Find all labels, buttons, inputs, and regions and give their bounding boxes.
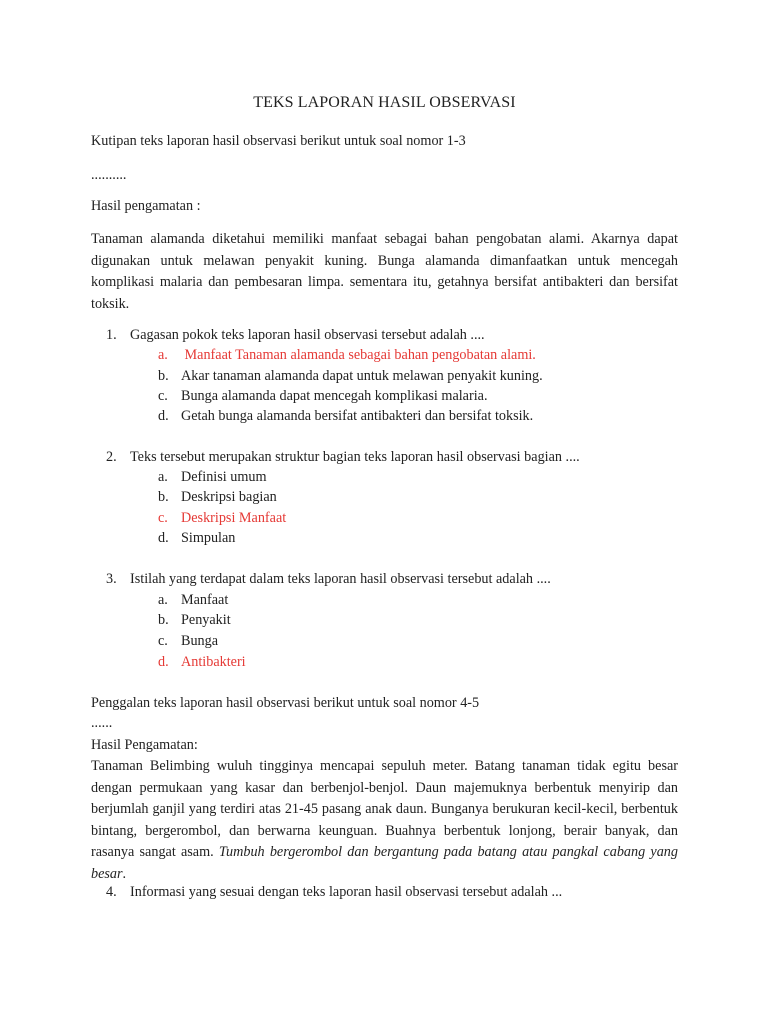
option-letter: b. <box>158 368 169 384</box>
question-number: 2. <box>106 449 117 465</box>
question-3 <box>106 571 551 588</box>
page-title: TEKS LAPORAN HASIL OBSERVASI <box>253 94 516 111</box>
question-2-option-d <box>158 530 235 547</box>
passage-2 <box>91 756 678 886</box>
question-2-option-b <box>158 489 277 506</box>
intro-text-2: Penggalan teks laporan hasil observasi berikut untuk soal nomor 4-5 <box>91 695 480 711</box>
question-1-option-c <box>158 388 488 405</box>
question-number: 1. <box>106 327 117 343</box>
question-1-option-b <box>158 368 543 385</box>
option-text: Antibakteri <box>181 654 246 670</box>
ellipsis-2: ...... <box>91 715 113 731</box>
question-number: 3. <box>106 571 117 587</box>
option-letter: a. <box>158 469 168 485</box>
option-text: Manfaat <box>181 592 229 608</box>
question-1-option-d <box>158 408 533 425</box>
option-letter: b. <box>158 489 169 505</box>
option-letter: c. <box>158 510 168 526</box>
option-text: Getah bunga alamanda bersifat antibakteri dan bersifat toksik. <box>181 408 534 424</box>
question-2 <box>106 449 580 466</box>
question-1 <box>106 327 485 344</box>
option-letter: d. <box>158 530 169 546</box>
question-1-option-a <box>158 347 536 364</box>
question-3-option-a <box>158 592 228 609</box>
passage-1: Tanaman alamanda diketahui memiliki manfaat sebagai bahan pengobatan alami. Akarnya dapat digunakan untuk melawan penyakit kuning. Bunga alamanda dimanfaatkan untuk mencegah komplikasi malaria dan pembesaran limpa. sementara itu, getahnya bersifat antibakteri dan bersifat toksik. <box>91 231 678 312</box>
passage-2-italic: Tumbuh bergerombol dan bergantung pada batang atau pangkal cabang yang besar <box>91 844 678 882</box>
question-4 <box>106 884 562 901</box>
question-text: Teks tersebut merupakan struktur bagian teks laporan hasil observasi bagian .... <box>130 449 580 465</box>
option-letter: a. <box>158 592 168 608</box>
question-2-option-c <box>158 510 286 527</box>
option-text: Deskripsi bagian <box>181 489 277 505</box>
option-letter: a. <box>158 347 168 363</box>
option-text: Deskripsi Manfaat <box>181 510 287 526</box>
option-text: Bunga alamanda dapat mencegah komplikasi malaria. <box>181 388 488 404</box>
question-number: 4. <box>106 884 117 900</box>
option-letter: c. <box>158 633 168 649</box>
question-text: Istilah yang terdapat dalam teks laporan hasil observasi tersebut adalah .... <box>130 571 551 587</box>
option-text: Manfaat Tanaman alamanda sebagai bahan pengobatan alami. <box>181 347 536 363</box>
question-text: Informasi yang sesuai dengan teks laporan hasil observasi tersebut adalah ... <box>130 884 563 900</box>
question-3-option-b <box>158 612 231 629</box>
passage-2-plain: Tanaman Belimbing wuluh tingginya mencapai sepuluh meter. Batang tanaman tidak egitu besar dengan permukaan yang kasar dan berbenjol-benjol. Daun majemuknya berbentuk menyirip dan berjumlah ganjil yang terdiri atas 21-45 pasang anak daun. Bunganya berukuran kecil-kecil, berbentuk bintang, bergerombol, dan berwarna keunguan. Buahnya berbentuk lonjong, berair banyak, dan rasanya sangat asam. <box>91 758 678 861</box>
question-3-option-d <box>158 654 246 671</box>
question-2-option-a <box>158 469 267 486</box>
option-letter: d. <box>158 408 169 424</box>
option-text: Akar tanaman alamanda dapat untuk melawan penyakit kuning. <box>181 368 543 384</box>
question-text: Gagasan pokok teks laporan hasil observasi tersebut adalah .... <box>130 327 485 343</box>
option-text: Bunga <box>181 633 219 649</box>
question-3-option-c <box>158 633 218 650</box>
passage-2-end: . <box>122 865 127 882</box>
intro-text-1: Kutipan teks laporan hasil observasi berikut untuk soal nomor 1-3 <box>91 133 466 149</box>
observation-heading-1: Hasil pengamatan : <box>91 198 201 214</box>
option-letter: b. <box>158 612 169 628</box>
option-letter: d. <box>158 654 169 670</box>
option-letter: c. <box>158 388 168 404</box>
option-text: Penyakit <box>181 612 231 628</box>
option-text: Definisi umum <box>181 469 267 485</box>
observation-heading-2: Hasil Pengamatan: <box>91 737 198 753</box>
ellipsis-1: .......... <box>91 167 127 183</box>
option-text: Simpulan <box>181 530 236 546</box>
